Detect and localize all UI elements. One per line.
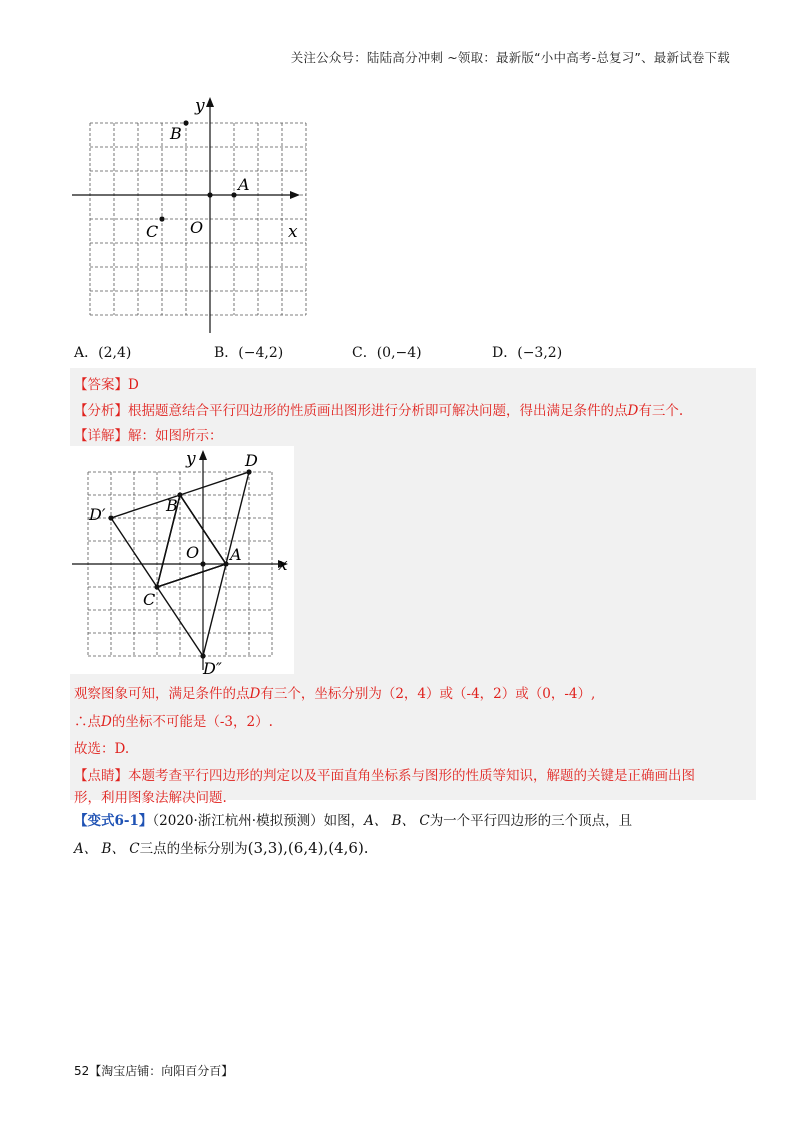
point-D″ (200, 653, 205, 658)
point-A (231, 192, 236, 197)
point-D (246, 469, 251, 474)
fig2-x-label: x (278, 555, 288, 575)
point-A (223, 561, 228, 566)
therefore-line: ∴点D的坐标不可能是（-3，2）. (74, 714, 273, 730)
page-footer: 52【淘宝店铺：向阳百分百】 (74, 1064, 234, 1078)
label-D″: D″ (203, 659, 222, 674)
label-A: A (230, 545, 242, 564)
detail-line: 【详解】解：如图所示： (74, 428, 223, 444)
variant-question (74, 808, 632, 863)
point-B (177, 492, 182, 497)
figure-2-parallelograms (70, 446, 294, 674)
label-A: A (238, 175, 250, 194)
option-c[interactable]: C．(0,−4) (352, 345, 422, 361)
fig1-origin-label: O (190, 218, 204, 237)
solution-box (70, 368, 756, 806)
fig1-y-label: y (195, 96, 205, 116)
label-D: D (245, 451, 258, 470)
point-C (154, 584, 159, 589)
label-B: B (170, 124, 182, 143)
point-D′ (108, 515, 113, 520)
label-C: C (146, 222, 159, 241)
option-a[interactable]: A．(2,4) (74, 345, 132, 361)
option-b[interactable]: B．(−4,2) (214, 345, 284, 361)
point-B (183, 120, 188, 125)
comment-line-2: 形，利用图象法解决问题. (74, 790, 227, 806)
label-B: B (166, 496, 178, 515)
label-C: C (143, 590, 156, 609)
fig2-origin-label: O (186, 543, 200, 562)
choose-line: 故选：D. (74, 741, 130, 757)
origin-point (200, 561, 205, 566)
analysis-line: 【分析】根据题意结合平行四边形的性质画出图形进行分析即可解决问题，得出满足条件的点D有三个. (74, 403, 684, 419)
comment-line-1: 【点睛】本题考查平行四边形的判定以及平面直角坐标系与图形的性质等知识，解题的关键是正确画出图 (74, 768, 695, 784)
fig2-y-label: y (186, 449, 196, 469)
fig1-x-label: x (288, 222, 298, 242)
option-d[interactable]: D．(−3,2) (492, 345, 563, 361)
observe-line: 观察图象可知，满足条件的点D有三个，坐标分别为（2，4）或（-4，2）或（0，-4）, (74, 686, 596, 702)
point-C (159, 216, 164, 221)
answer-line: 【答案】D (74, 377, 139, 393)
origin-point (207, 192, 212, 197)
page-header: 关注公众号：陆陆高分冲刺 ~领取：最新版“小中高考-总复习”、最新试卷下载 (290, 50, 730, 65)
variant-line-1: 【变式6-1】（2020·浙江杭州·模拟预测）如图，A、 B、 C为一个平行四边形的三个顶点，且 (74, 813, 633, 829)
label-D′: D′ (89, 505, 106, 524)
figure-1-grid (70, 95, 310, 340)
variant-line-2: A、 B、 C三点的坐标分别为(3,3),(6,4),(4,6). (74, 839, 369, 857)
